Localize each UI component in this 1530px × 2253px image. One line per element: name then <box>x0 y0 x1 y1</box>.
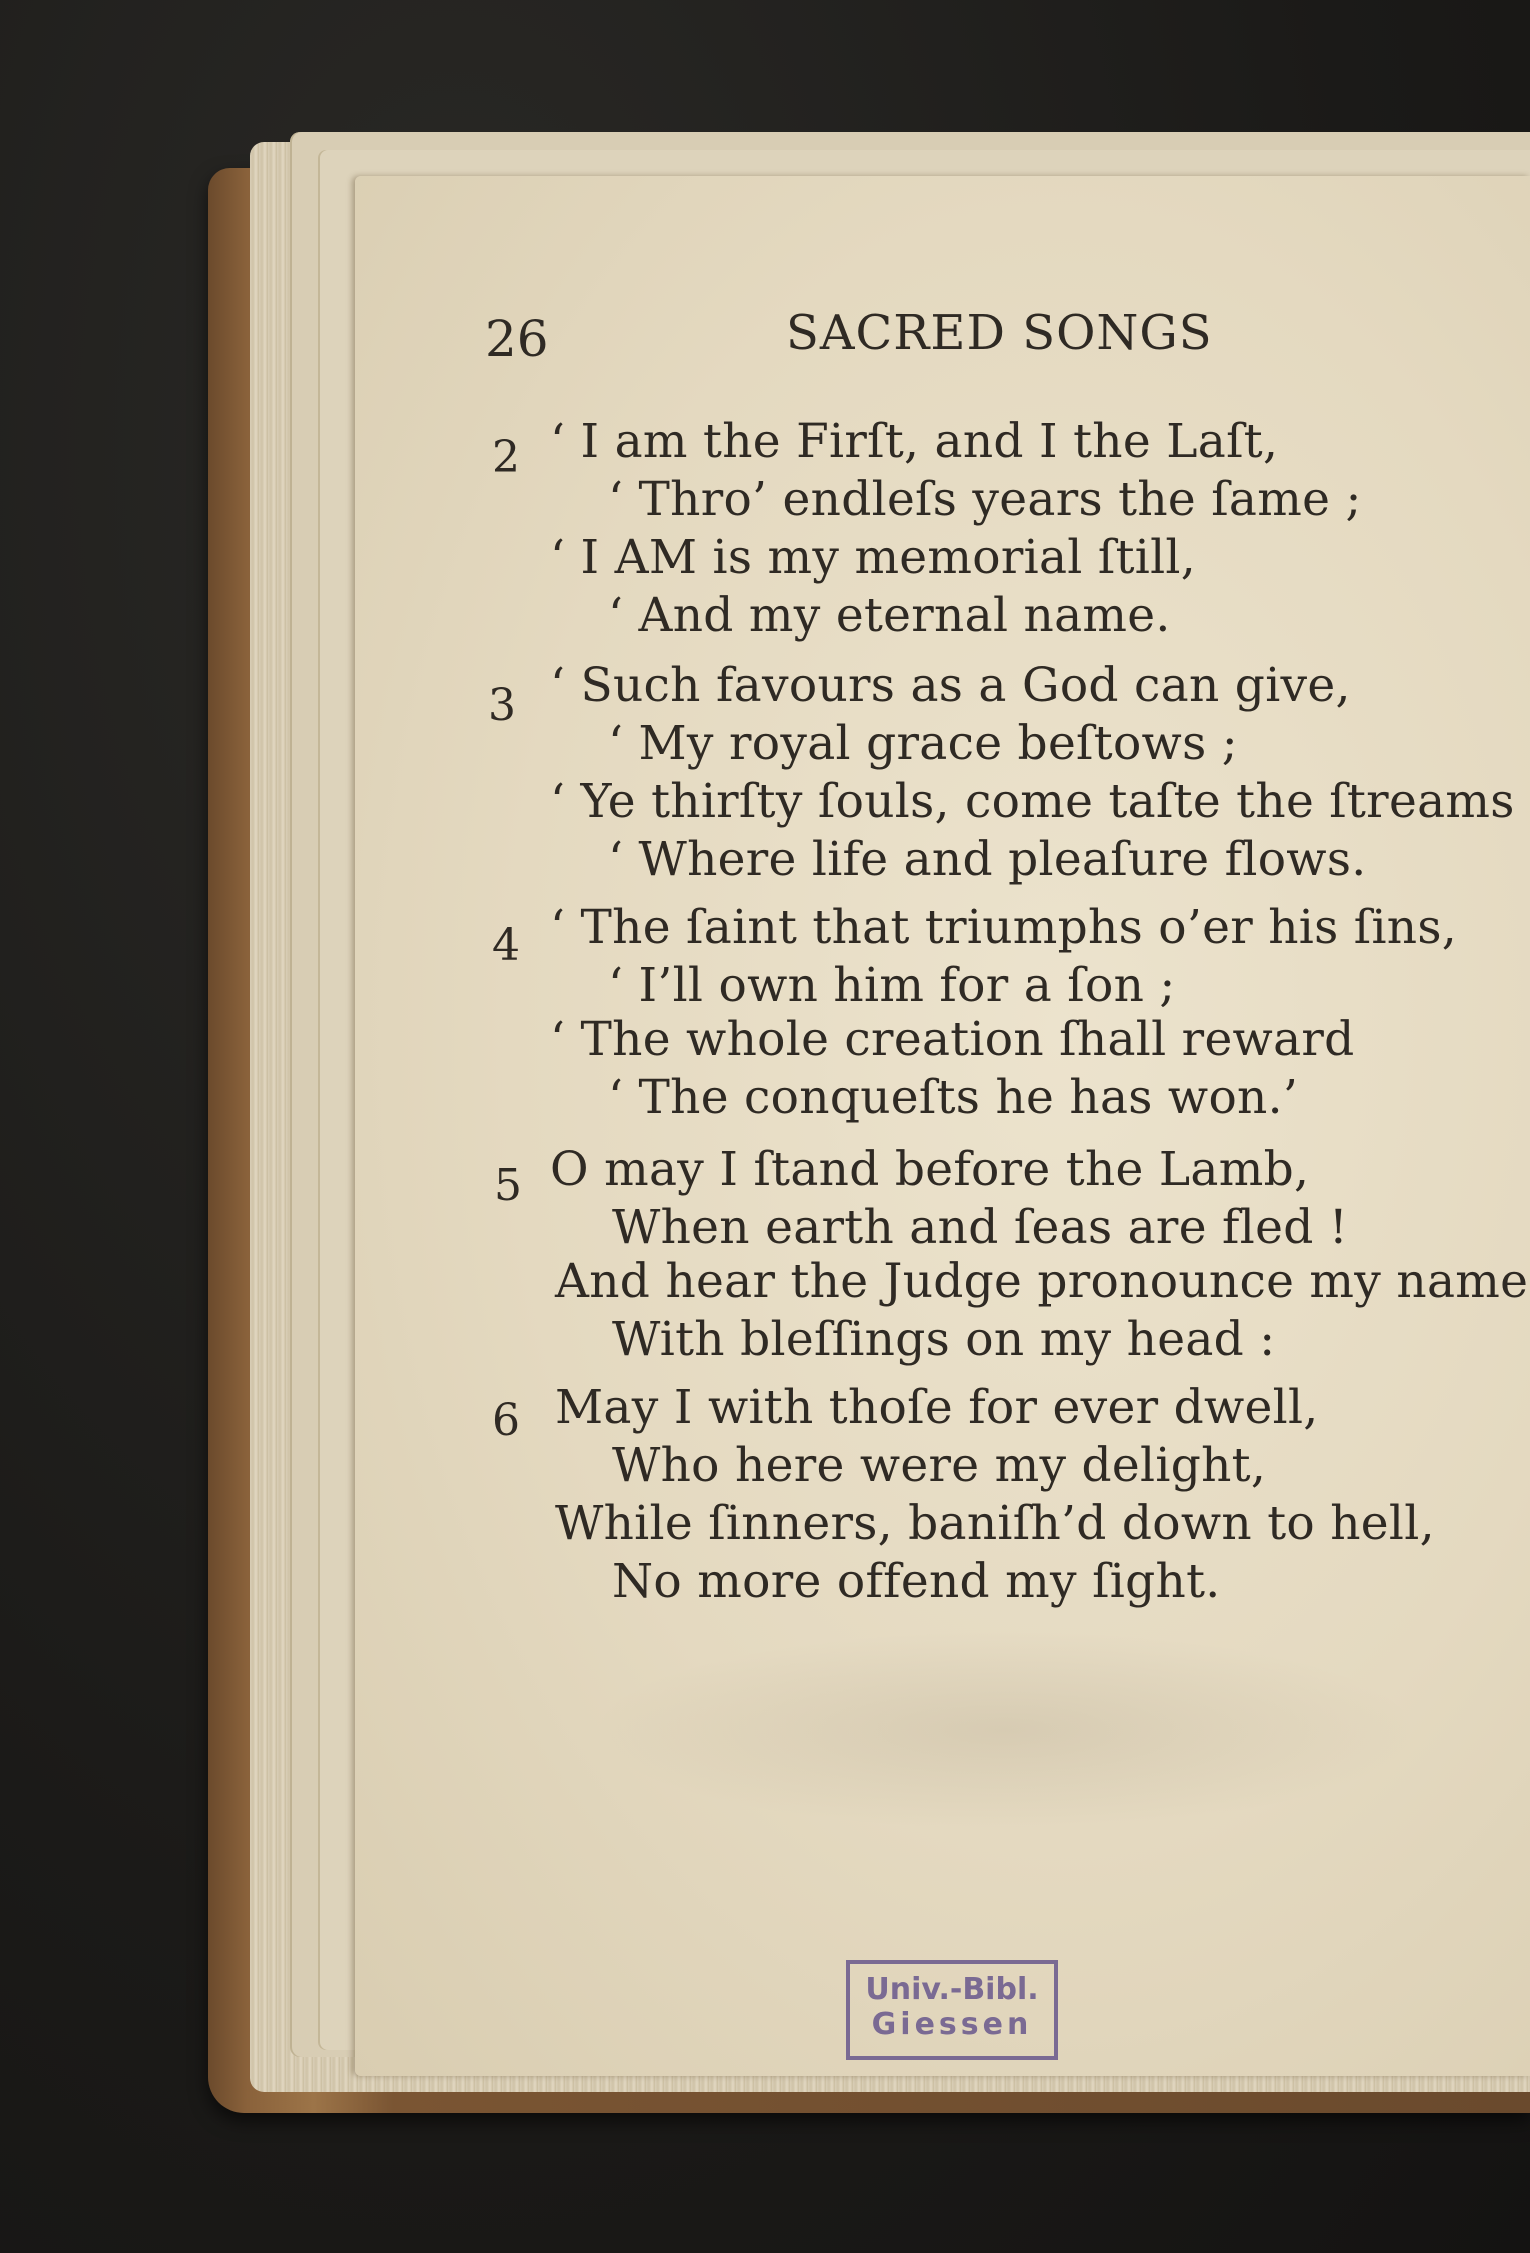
verse-line: ‘ Thro’ endleſs years the ſame ; <box>608 472 1362 527</box>
verse-line: ‘ I’ll own him for a ſon ; <box>608 958 1176 1013</box>
verse-line: ‘ Where life and pleaſure flows. <box>608 832 1367 887</box>
verse-line: When earth and ſeas are fled ! <box>612 1200 1349 1255</box>
verse-line: Who here were my delight, <box>612 1438 1267 1493</box>
stanza-number: 3 <box>488 680 516 731</box>
verse-line: And hear the Judge pronounce my name <box>555 1254 1529 1309</box>
verse-line: ‘ Ye thirſty ſouls, come taſte the ſtreams <box>550 774 1515 829</box>
verse-line: With bleſſings on my head : <box>612 1312 1276 1367</box>
stamp-line: Univ.-Bibl. <box>865 1972 1039 2007</box>
verse-line: ‘ I AM is my memorial ſtill, <box>550 530 1196 585</box>
page-number: 26 <box>485 310 549 368</box>
verse-line: ‘ The ſaint that triumphs o’er his ſins, <box>550 900 1458 955</box>
stamp-line: Giessen <box>871 2007 1033 2042</box>
verse-line: ‘ And my eternal name. <box>608 588 1171 643</box>
stanza-number: 6 <box>492 1395 520 1446</box>
stanza-number: 4 <box>492 920 520 971</box>
verse-line: May I with thoſe for ever dwell, <box>555 1380 1319 1435</box>
verse-line: ‘ The conqueſts he has won.’ <box>608 1070 1299 1125</box>
running-head: SACRED SONGS <box>786 305 1213 361</box>
stanza-number: 5 <box>494 1160 522 1211</box>
verse-line: ‘ My royal grace beſtows ; <box>608 716 1238 771</box>
stanza-number: 2 <box>492 432 520 483</box>
verse-line: ‘ I am the Firſt, and I the Laſt, <box>550 414 1279 469</box>
library-stamp <box>846 1960 1058 2060</box>
verse-line: ‘ Such favours as a God can give, <box>550 658 1351 713</box>
verse-line: No more offend my ſight. <box>612 1554 1221 1609</box>
verse-line: ‘ The whole creation ſhall reward <box>550 1012 1355 1067</box>
verse-line: While ſinners, baniſh’d down to hell, <box>555 1496 1435 1551</box>
verse-line: O may I ſtand before the Lamb, <box>550 1142 1310 1197</box>
